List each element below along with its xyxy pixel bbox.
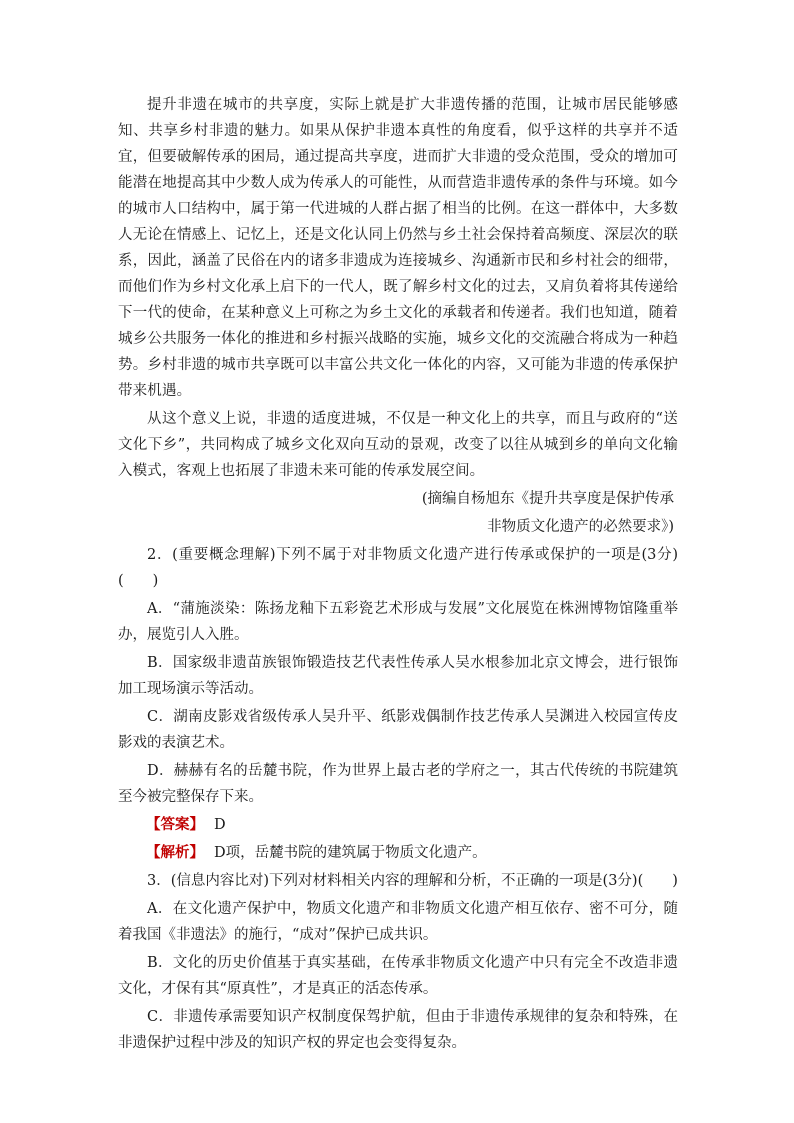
analysis-label: 【解析】 — [146, 844, 204, 861]
answer-value: D — [214, 817, 226, 833]
question-3-option-c: C．非遗传承需要知识产权制度保驾护航，但由于非遗传承规律的复杂和特殊，在非遗保护过程中涉及的知识产权的界定也会变得复杂。 — [118, 1009, 678, 1051]
document-body — [118, 92, 678, 1056]
answer-label: 【答案】 — [146, 816, 204, 833]
question-3-stem: 3．(信息内容比对)下列对材料相关内容的理解和分析，不正确的一项是(3分)( ) — [147, 873, 678, 889]
question-2-option-a: A．“蒲施淡染：陈扬龙釉下五彩瓷艺术形成与发展”文化展览在株洲博物馆隆重举办，展览引人入胜。 — [118, 601, 678, 643]
question-2-option-b: B．国家级非遗苗族银饰锻造技艺代表性传承人吴水根参加北京文博会，进行银饰加工现场演示等活动。 — [118, 655, 678, 697]
question-2-analysis — [118, 840, 678, 866]
passage-paragraph-1: 提升非遗在城市的共享度，实际上就是扩大非遗传播的范围，让城市居民能够感知、共享乡村非遗的魅力。如果从保护非遗本真性的角度看，似乎这样的共享并不适宜，但要破解传承的困局，通过提高共享度，进而扩大非遗的受众范围，受众的增加可能潜在地提高其中少数人成为传承人的可能性，从而营造非遗传承的条件与环境。如今的城市人口结构中，属于第一代进城的人群占据了相当的比例。在这一群体中，大多数人无论在情感上、记忆上，还是文化认同上仍然与乡土社会保持着高频度、深层次的联系，因此，涵盖了民俗在内的诸多非遗成为连接城乡、沟通新市民和乡村社会的细带，而他们作为乡村文化承上启下的一代人，既了解乡村文化的过去，又肩负着将其传递给下一代的使命，在某种意义上可称之为乡土文化的承载者和传递者。我们也知道，随着城乡公共服务一体化的推进和乡村振兴战略的实施，城乡文化的交流融合将成为一种趋势。乡村非遗的城市共享既可以丰富公共文化一体化的内容，又可能为非遗的传承保护带来机遇。 — [118, 97, 678, 399]
analysis-text: D项，岳麓书院的建筑属于物质文化遗产。 — [214, 845, 487, 861]
source-citation-line-1: (摘编自杨旭东《提升共享度是保护传承 — [421, 491, 674, 507]
question-2-answer — [118, 812, 678, 838]
question-2-option-d: D．赫赫有名的岳麓书院，作为世界上最古老的学府之一，其古代传统的书院建筑至今被完整保存下来。 — [118, 763, 678, 805]
question-2-stem: 2．(重要概念理解)下列不属于对非物质文化遗产进行传承或保护的一项是(3分)( ) — [118, 547, 678, 589]
question-3-option-a: A．在文化遗产保护中，物质文化遗产和非物质文化遗产相互依存、密不可分，随着我国《非遗法》的施行，“成对”保护已成共识。 — [118, 901, 678, 943]
question-2-option-c: C．湖南皮影戏省级传承人吴升平、纸影戏偶制作技艺传承人吴渊进入校园宣传皮影戏的表演艺术。 — [118, 709, 678, 751]
passage-paragraph-2: 从这个意义上说，非遗的适度进城，不仅是一种文化上的共享，而且与政府的“送文化下乡”，共同构成了城乡文化双向互动的景观，改变了以往从城到乡的单向文化输入模式，客观上也拓展了非遗未来可能的传承发展空间。 — [118, 411, 678, 479]
question-3-option-b: B．文化的历史价值基于真实基础，在传承非物质文化遗产中只有完全不改造非遗文化，才保有其“原真性”，才是真正的活态传承。 — [118, 955, 678, 997]
source-citation-line-2: 非物质文化遗产的必然要求》) — [487, 519, 674, 535]
